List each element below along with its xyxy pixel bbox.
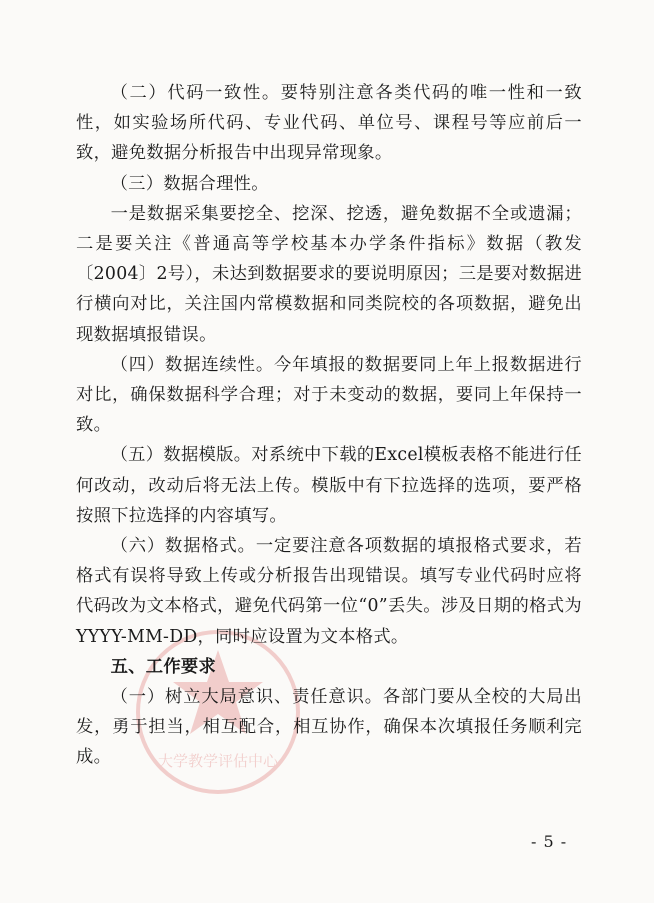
paragraph-data-continuity: （四）数据连续性。今年填报的数据要同上年上报数据进行对比，确保数据科学合理；对于未变动的数据，要同上年保持一致。 [76,354,582,436]
page-number: - 5 - [531,832,568,851]
paragraph-data-rationality-body: 一是数据采集要挖全、挖深、挖透，避免数据不全或遗漏；二是要关注《普通高等学校基本办学条件指标》数据（教发〔2004〕2号），未达到数据要求的要说明原因；三是要对数据进行横向对比，关注国内常模数据和同类院校的各项数据，避免出现数据填报错误。 [76,203,582,345]
paragraph-data-format: （六）数据格式。一定要注意各项数据的填报格式要求，若格式有误将导致上传或分析报告出现错误。填写专业代码时应将代码改为文本格式，避免代码第一位“0”丢失。涉及日期的格式为YYYY-MM-DD，同时应设置为文本格式。 [76,536,582,647]
document-body [76,78,582,773]
section-heading: 五、工作要求 [110,656,217,677]
paragraph-overall-awareness: （一）树立大局意识、责任意识。各部门要从全校的大局出发，勇于担当，相互配合，相互协作，确保本次填报任务顺利完成。 [76,687,582,768]
seal-text: 大学教学评估中心 [157,752,279,770]
paragraph-code-consistency: （二）代码一致性。要特别注意各类代码的唯一性和一致性，如实验场所代码、专业代码、单位号、课程号等应前后一致，避免数据分析报告中出现异常现象。 [76,83,582,164]
paragraph-data-rationality-title: （三）数据合理性。 [110,173,269,194]
paragraph-data-template: （五）数据模版。对系统中下载的Excel模板表格不能进行任何改动，改动后将无法上传。模版中有下拉选择的选项，要严格按照下拉选择的内容填写。 [76,445,582,526]
